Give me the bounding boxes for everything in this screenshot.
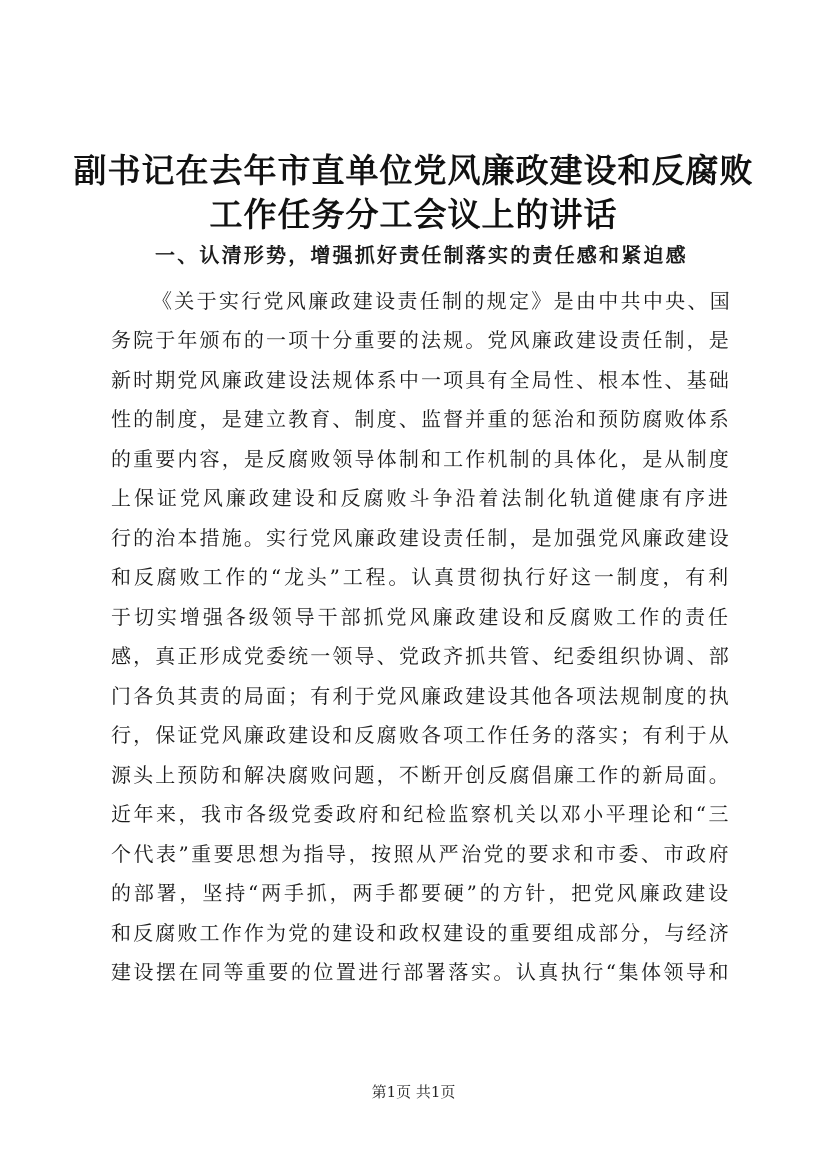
body-line: 的部署，坚持“两手抓，两手都要硬”的方针，把党风廉政建设	[111, 881, 731, 905]
body-line: 于切实增强各级领导干部抓党风廉政建设和反腐败工作的责任	[111, 605, 731, 629]
body-line: 务院于年颁布的一项十分重要的法规。党风廉政建设责任制，是	[111, 328, 731, 352]
section-heading: 一、认清形势，增强抓好责任制落实的责任感和紧迫感	[155, 243, 688, 267]
document-title-line-2: 工作任务分工会议上的讲话	[209, 195, 618, 234]
body-line: 和反腐败工作作为党的建设和政权建设的重要组成部分，与经济	[111, 921, 731, 945]
document-title-line-1: 副书记在去年市直单位党风廉政建设和反腐败	[73, 151, 754, 190]
body-line: 感，真正形成党委统一领导、党政齐抓共管、纪委组织协调、部	[111, 644, 731, 668]
page-footer: 第1页 共1页	[371, 1083, 456, 1101]
body-line: 门各负其责的局面；有利于党风廉政建设其他各项法规制度的执	[111, 684, 731, 708]
body-line: 和反腐败工作的“龙头”工程。认真贯彻执行好这一制度，有利	[111, 565, 731, 589]
body-line: 建设摆在同等重要的位置进行部署落实。认真执行“集体领导和	[111, 960, 731, 984]
body-line: 性的制度，是建立教育、制度、监督并重的惩治和预防腐败体系	[111, 407, 731, 431]
body-line: 源头上预防和解决腐败问题，不断开创反腐倡廉工作的新局面。	[111, 763, 731, 787]
body-line: 行的治本措施。实行党风廉政建设责任制，是加强党风廉政建设	[111, 526, 731, 550]
body-line: 《关于实行党风廉政建设责任制的规定》是由中共中央、国	[152, 289, 733, 313]
body-line: 近年来，我市各级党委政府和纪检监察机关以邓小平理论和“三	[111, 802, 731, 826]
body-line: 新时期党风廉政建设法规体系中一项具有全局性、根本性、基础	[111, 368, 731, 392]
body-line: 上保证党风廉政建设和反腐败斗争沿着法制化轨道健康有序进	[111, 486, 731, 510]
body-line: 行，保证党风廉政建设和反腐败各项工作任务的落实；有利于从	[111, 723, 731, 747]
body-line: 个代表”重要思想为指导，按照从严治党的要求和市委、市政府	[111, 842, 731, 866]
body-line: 的重要内容，是反腐败领导体制和工作机制的具体化，是从制度	[111, 447, 731, 471]
